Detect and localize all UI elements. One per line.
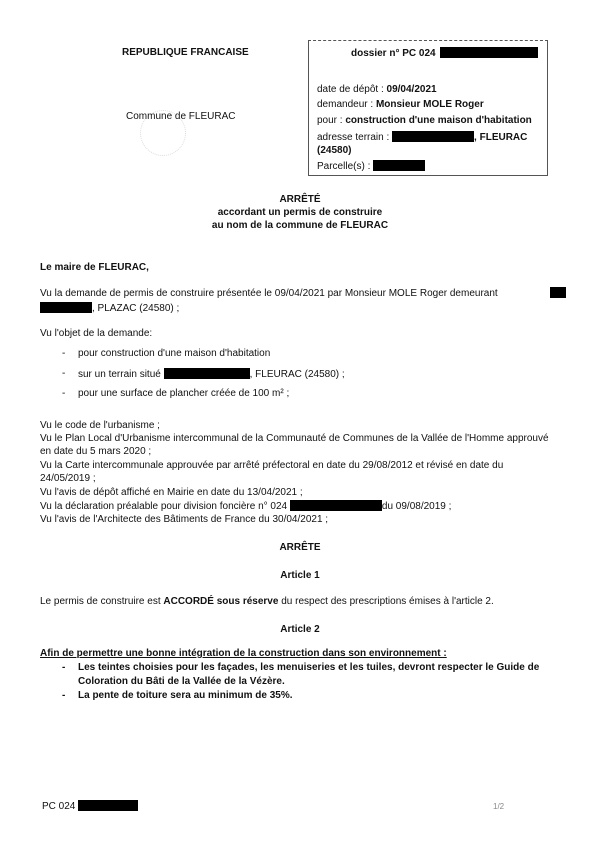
article2-intro: Afin de permettre une bonne intégration de la construction dans son environnement :: [40, 648, 447, 659]
bullet-suffix: , FLEURAC (24580) ;: [249, 369, 345, 380]
vu-objet: Vu l'objet de la demande:: [40, 328, 153, 339]
bullet-item: pour construction d'une maison d'habitation: [78, 348, 271, 359]
arrete-subtitle: accordant un permis de construire: [217, 207, 383, 218]
pour-label: pour :: [317, 115, 346, 126]
dossier-number: [351, 47, 538, 59]
dossier-label: dossier n° PC 024: [351, 48, 436, 59]
redacted-block: [440, 47, 538, 58]
redacted-block: [40, 302, 92, 313]
article1-part: du respect des prescriptions émises à l'article 2.: [278, 596, 494, 607]
parcelle-line: [317, 160, 425, 172]
article1-emphasis: ACCORDÉ sous réserve: [163, 596, 279, 607]
bullet-dash: -: [62, 348, 66, 359]
bullet-item: [78, 368, 345, 380]
pour-line: [317, 115, 532, 126]
article1-text: [40, 596, 494, 607]
commune-label: Commune de FLEURAC: [126, 111, 236, 122]
adresse-line: [317, 131, 527, 143]
vu-carte-2: 24/05/2019 ;: [40, 473, 96, 484]
arrete-commune: au nom de la commune de FLEURAC: [211, 220, 389, 231]
depot-label: date de dépôt :: [317, 84, 387, 95]
bullet-text: sur un terrain situé: [78, 369, 161, 380]
adresse-label: adresse terrain :: [317, 132, 393, 143]
vu-declaration-text: Vu la déclaration préalable pour division foncière n° 024: [40, 501, 288, 512]
vu-demande-line2: [40, 302, 179, 314]
vu-demande-suffix: , PLAZAC (24580) ;: [92, 303, 180, 314]
redacted-block: [78, 800, 138, 811]
arrete-heading: ARRÊTE: [279, 542, 321, 553]
footer-ref: [42, 800, 138, 812]
adresse-value: , FLEURAC: [474, 132, 528, 143]
article2-title: Article 2: [280, 624, 320, 635]
redacted-block: [550, 287, 566, 298]
redacted-block: [290, 500, 382, 511]
vu-plu-1: Vu le Plan Local d'Urbanisme intercommunal de la Communauté de Communes de la Vallée de l'Homme approuvé: [40, 433, 549, 444]
vu-abf: Vu l'avis de l'Architecte des Bâtiments de France du 30/04/2021 ;: [40, 514, 329, 525]
adresse-cp: (24580): [317, 145, 352, 156]
bullet-dash: -: [62, 662, 66, 673]
vu-declaration-suffix: du 09/08/2019 ;: [381, 501, 452, 512]
bullet-dash: -: [62, 690, 66, 701]
parcelle-label: Parcelle(s) :: [317, 161, 371, 172]
depot-value: 09/04/2021: [386, 84, 437, 95]
depot-line: [317, 84, 437, 95]
article2-item2: La pente de toiture sera au minimum de 35%.: [78, 690, 293, 701]
demandeur-line: [317, 99, 484, 110]
page-number: 1/2: [493, 802, 505, 811]
vu-declaration: [40, 500, 451, 512]
bullet-item: pour une surface de plancher créée de 100 m² ;: [78, 388, 290, 399]
vu-plu-2: en date du 5 mars 2020 ;: [40, 446, 152, 457]
vu-carte-1: Vu la Carte intercommunale approuvée par arrêté préfectoral en date du 29/08/2012 et révisé en date du: [40, 460, 504, 471]
bullet-dash: -: [62, 388, 66, 399]
vu-demande-line1: [40, 288, 544, 299]
vu-demande-text: Vu la demande de permis de construire présentée le 09/04/2021 par Monsieur MOLE Roger demeurant: [40, 288, 498, 299]
dossier-box: [308, 40, 548, 176]
demandeur-label: demandeur :: [317, 99, 376, 110]
republic-heading: REPUBLIQUE FRANCAISE: [122, 47, 249, 58]
footer-ref-label: PC 024: [42, 801, 76, 812]
redacted-block: [373, 160, 425, 171]
redacted-block: [164, 368, 250, 379]
demandeur-value: Monsieur MOLE Roger: [375, 99, 484, 110]
arrete-title: ARRÊTÉ: [279, 194, 321, 205]
pour-value: construction d'une maison d'habitation: [345, 115, 532, 126]
redacted-block: [392, 131, 474, 142]
article1-part: Le permis de construire est: [40, 596, 164, 607]
maire-line: Le maire de FLEURAC,: [40, 262, 149, 273]
bullet-dash: -: [62, 368, 66, 379]
vu-code: Vu le code de l'urbanisme ;: [40, 420, 160, 431]
article2-item1-line1: Les teintes choisies pour les façades, les menuiseries et les tuiles, devront respecter le Guide de: [78, 662, 540, 673]
article2-item1-line2: Coloration du Bâti de la Vallée de la Vézère.: [78, 676, 285, 687]
vu-avis-depot: Vu l'avis de dépôt affiché en Mairie en date du 13/04/2021 ;: [40, 487, 303, 498]
article1-title: Article 1: [280, 570, 320, 581]
